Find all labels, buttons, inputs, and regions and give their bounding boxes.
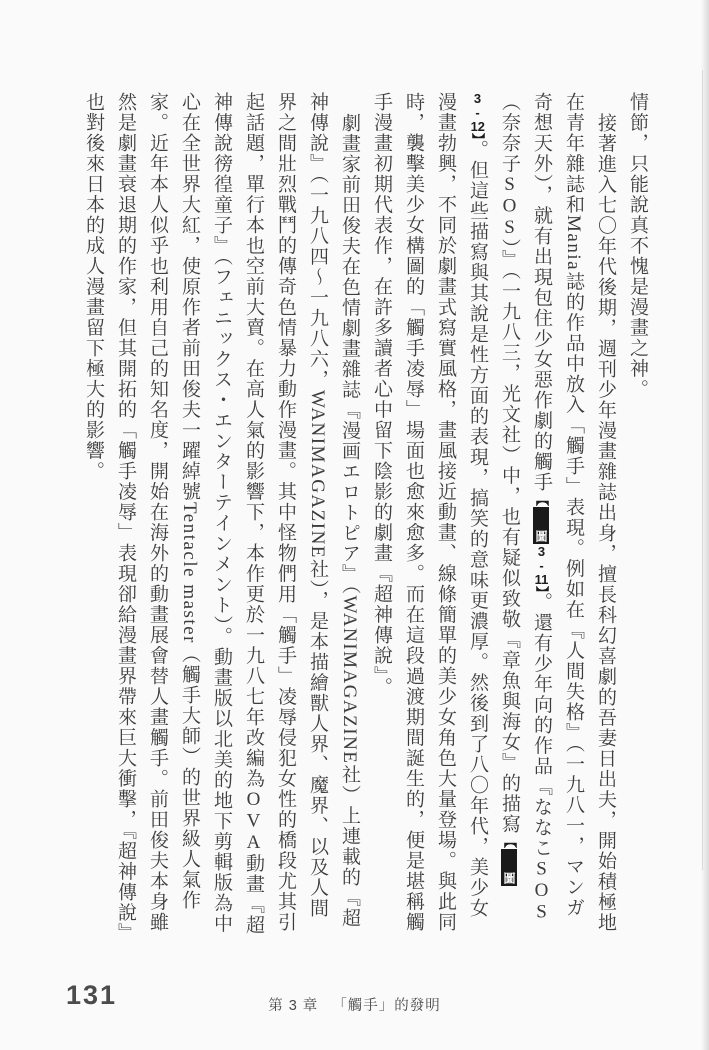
figure-box-label: 圖 [533, 507, 549, 544]
figure-box-label: 圖 [501, 849, 517, 886]
upright-acronym: OVA [243, 789, 264, 854]
paragraph: 接著進入七〇年代後期，週刊少年漫畫雜誌出身，擅長科幻喜劇的吾妻日出夫，開始積極地在青年雜誌和Mania誌的作品中放入「觸手」表現。例如在『人間失格』（一九八一，マンガ奇想天外），就有出現包住少女惡作劇的觸手【圖3-11】。還有少年向的作品『ななこSOS（奈奈子SOS）』（一九八三，光文社）中，也有疑似致敬『章魚與海女』的描寫【圖3-12】。但這些描寫與其說是性方面的表現，搞笑的意味更濃厚。然後到了八〇年代，美少女漫畫勃興，不同於劇畫式寫實風格，畫風接近動畫、線條簡單的美少女角色大量登場。與此同時，襲擊美少女構圖的「觸手凌辱」場面也愈來愈多。而在這段過渡期間誕生的，便是堪稱觸手漫畫初期代表作，在許多讀者心中留下陰影的劇畫『超神傳說』。 [371, 92, 616, 933]
paragraph: 劇畫家前田俊夫在色情劇畫雜誌『漫画エロトピア』（WANIMAGAZINE社）上連載的『超神傳說』（一九八四～一九八六，WANIMAGAZINE社），是本描繪獸人界、魔界、以及人間界之間壯烈戰鬥的傳奇色情暴力動作漫畫。其中怪物們用「觸手」凌辱侵犯女性的橋段尤其引起話題，單行本也空前大賣。在高人氣的影響下，本作更於一九八七年改編為OVA動畫『超神傳說徬徨童子』（フェニックス・エンターテインメント）。動畫版以北美的地下剪輯版為中心在全世界大紅，使原作者前田俊夫一躍綽號Tentacle master（觸手大師）的世界級人氣作家。近年本人似乎也利用自己的知名度，開始在海外的動畫展會替人畫觸手。前田俊夫本身雖然是劇畫衰退期的作家，但其開拓的「觸手凌辱」表現卻給漫畫界帶來巨大衝擊，『超神傳說』也對後來日本的成人漫畫留下極大的影響。 [83, 92, 360, 936]
running-footer [0, 994, 709, 1015]
paragraph: 情節，只能說真不愧是漫畫之神。 [627, 92, 648, 400]
upright-acronym: SOS [531, 858, 552, 923]
chapter-label: 第 3 章 [268, 998, 319, 1014]
figure-reference: 【圖3-12】 [470, 92, 517, 884]
chapter-title: 「觸手」的發明 [332, 998, 441, 1014]
figure-reference: 【圖3-11】 [534, 492, 549, 592]
page-number: 131 [66, 980, 118, 1010]
upright-acronym: SOS [499, 174, 520, 239]
vertical-text-block [71, 92, 653, 938]
page-edge-line [702, 70, 703, 870]
